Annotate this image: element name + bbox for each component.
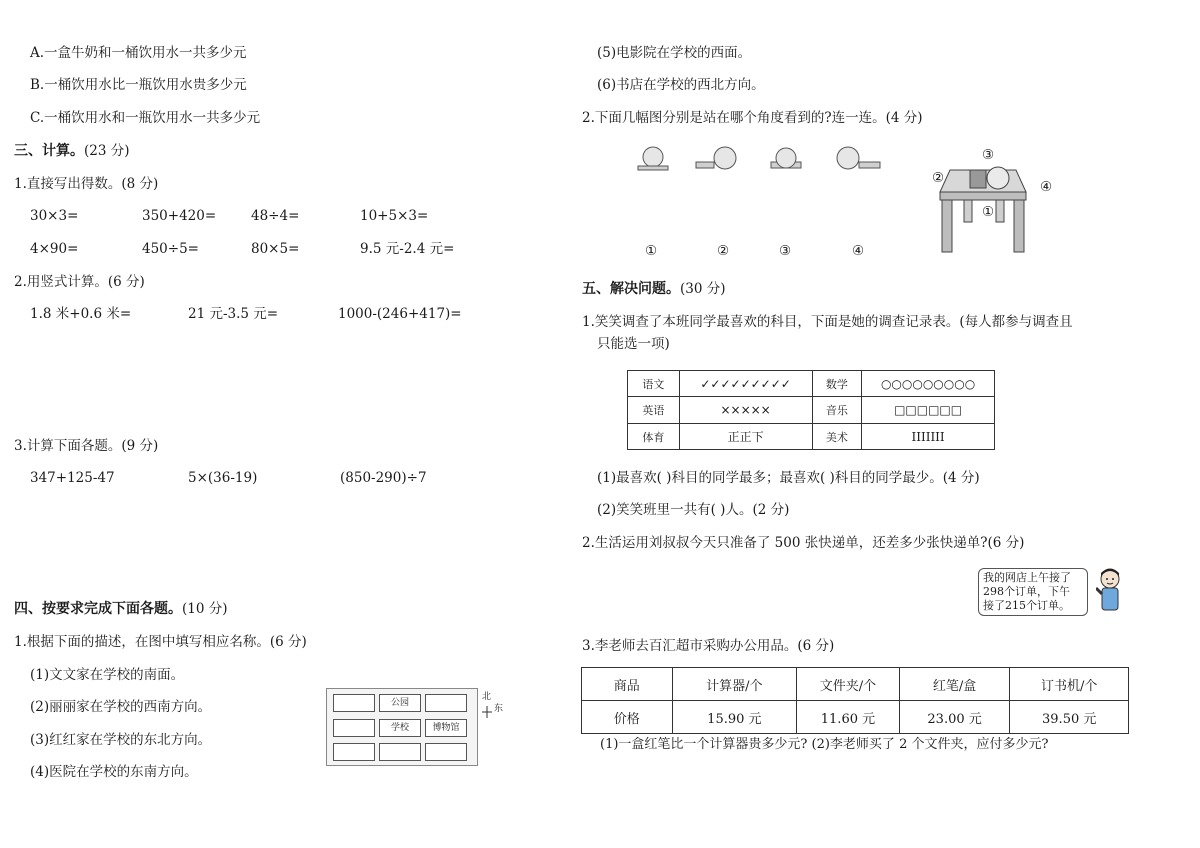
position-label-2: ②: [932, 170, 945, 186]
price-row: [582, 701, 1129, 734]
price-header: 商品: [582, 668, 673, 701]
speech-line: 298个订单，下午: [983, 585, 1070, 598]
s5-q1-sub-1: (1)最喜欢( )科目的同学最多；最喜欢( )科目的同学最少。(4 分): [597, 470, 980, 486]
option-c: C.一桶饮用水和一瓶饮用水一共多少元: [30, 110, 261, 126]
calc-q1-item: 450÷5=: [142, 241, 199, 257]
option-a: A.一盒牛奶和一桶饮用水一共多少元: [30, 45, 247, 61]
s4-q1-title: 1.根据下面的描述，在图中填写相应名称。(6 分): [14, 634, 307, 650]
map-cell-empty: [333, 694, 375, 712]
calc-q1-item: 350+420=: [142, 208, 217, 224]
calc-q1-item: 48÷4=: [251, 208, 300, 224]
survey-table: [627, 370, 995, 450]
position-label-4: ④: [1040, 179, 1053, 195]
section-3-title: 三、计算。: [14, 143, 84, 159]
calc-q3-item: (850-290)÷7: [340, 470, 427, 486]
survey-row: [628, 424, 995, 450]
s4-q1-item: (6)书店在学校的西北方向。: [597, 77, 765, 93]
survey-cell: 音乐: [812, 397, 862, 424]
section-4-title: 四、按要求完成下面各题。: [14, 601, 182, 617]
calc-q2-item: 1.8 米+0.6 米=: [30, 306, 132, 322]
calc-q1-item: 9.5 元-2.4 元=: [360, 241, 455, 257]
view-label-2: ②: [717, 243, 730, 259]
map-cell-empty: [379, 743, 421, 761]
price-cell: 15.90 元: [672, 701, 797, 734]
survey-cell: ○○○○○○○○○: [862, 371, 995, 397]
price-header-row: [582, 668, 1129, 701]
survey-cell: □□□□□□: [862, 397, 995, 424]
compass-north: 北: [482, 692, 492, 702]
calc-q3-title: 3.计算下面各题。(9 分): [14, 438, 159, 454]
calc-q2-title: 2.用竖式计算。(6 分): [14, 274, 145, 290]
calc-q3-item: 347+125-47: [30, 470, 115, 486]
section-5-title: 五、解决问题。: [582, 281, 680, 297]
speech-bubble: [978, 568, 1088, 616]
s4-q1-item: (4)医院在学校的东南方向。: [30, 764, 198, 780]
s5-q1-sub-2: (2)笑笑班里一共有( )人。(2 分): [597, 502, 790, 518]
compass-east: 东: [494, 704, 504, 714]
survey-cell: 美术: [812, 424, 862, 450]
survey-cell: 英语: [628, 397, 680, 424]
calc-q1-title: 1.直接写出得数。(8 分): [14, 176, 159, 192]
price-cell: 价格: [582, 701, 673, 734]
section-3-score: (23 分): [84, 143, 130, 159]
price-cell: 39.50 元: [1010, 701, 1129, 734]
position-label-3: ③: [982, 147, 995, 163]
view-drawing-2: [695, 146, 741, 172]
s5-q1-line-2: 只能选一项): [597, 336, 670, 352]
s4-q1-item: (5)电影院在学校的西面。: [597, 45, 752, 61]
map-cell-park: 公园: [379, 694, 421, 712]
price-header: 订书机/个: [1010, 668, 1129, 701]
calc-q1-item: 30×3=: [30, 208, 79, 224]
survey-cell: ✓✓✓✓✓✓✓✓✓: [679, 371, 812, 397]
price-header: 红笔/盒: [899, 668, 1010, 701]
survey-cell: IIIIIII: [862, 424, 995, 450]
section-4-heading: [14, 600, 228, 618]
section-5-heading: [582, 280, 726, 298]
speech-line: 我的网店上午接了: [983, 571, 1071, 584]
calc-q2-item: 21 元-3.5 元=: [188, 306, 279, 322]
view-label-3: ③: [779, 243, 792, 259]
survey-row: [628, 371, 995, 397]
survey-cell: ×××××: [679, 397, 812, 424]
map-cell-museum: 博物馆: [425, 719, 467, 737]
s4-q1-item: (1)文文家在学校的南面。: [30, 667, 185, 683]
survey-cell: 体育: [628, 424, 680, 450]
speech-line: 接了215个订单。: [983, 599, 1070, 612]
map-cell-empty: [333, 743, 375, 761]
s5-q1-line-1: 1.笑笑调查了本班同学最喜欢的科目，下面是她的调查记录表。(每人都参与调查且: [582, 314, 1073, 330]
view-drawing-1: [637, 146, 669, 172]
price-header: 文件夹/个: [797, 668, 900, 701]
map-cell-empty: [425, 694, 467, 712]
section-5-score: (30 分): [680, 281, 726, 297]
calc-q1-item: 80×5=: [251, 241, 300, 257]
view-label-4: ④: [852, 243, 865, 259]
price-table: [581, 667, 1129, 734]
s5-q2-title: 2.生活运用刘叔叔今天只准备了 500 张快递单，还差多少张快递单?(6 分): [582, 535, 1025, 551]
option-b: B.一桶饮用水比一瓶饮用水贵多少元: [30, 77, 247, 93]
survey-cell: 正正下: [679, 424, 812, 450]
calc-q1-item: 4×90=: [30, 241, 79, 257]
s4-q1-item: (2)丽丽家在学校的西南方向。: [30, 699, 212, 715]
survey-cell: 数学: [812, 371, 862, 397]
price-cell: 23.00 元: [899, 701, 1010, 734]
calc-q1-item: 10+5×3=: [360, 208, 429, 224]
s5-q3-subs: (1)一盒红笔比一个计算器贵多少元? (2)李老师买了 2 个文件夹，应付多少元?: [600, 737, 1049, 752]
survey-cell: 语文: [628, 371, 680, 397]
section-3-heading: [14, 142, 130, 160]
position-label-1: ①: [982, 204, 995, 220]
view-drawing-3: [770, 146, 802, 172]
section-4-score: (10 分): [182, 601, 228, 617]
view-label-1: ①: [645, 243, 658, 259]
uncle-liu-person-icon: [1096, 568, 1124, 614]
map-cell-empty: [425, 743, 467, 761]
s4-q2-title: 2.下面几幅图分别是站在哪个角度看到的?连一连。(4 分): [582, 110, 923, 126]
compass-arrow-icon: [482, 703, 492, 713]
s4-q1-item: (3)红红家在学校的东北方向。: [30, 732, 212, 748]
price-header: 计算器/个: [672, 668, 797, 701]
survey-row: [628, 397, 995, 424]
s5-q3-title: 3.李老师去百汇超市采购办公用品。(6 分): [582, 638, 835, 654]
calc-q3-item: 5×(36-19): [188, 470, 258, 486]
direction-map: [326, 688, 478, 766]
calc-q2-item: 1000-(246+417)=: [338, 306, 462, 322]
view-drawing-4: [836, 146, 882, 172]
map-cell-school: 学校: [379, 719, 421, 737]
price-cell: 11.60 元: [797, 701, 900, 734]
map-cell-empty: [333, 719, 375, 737]
